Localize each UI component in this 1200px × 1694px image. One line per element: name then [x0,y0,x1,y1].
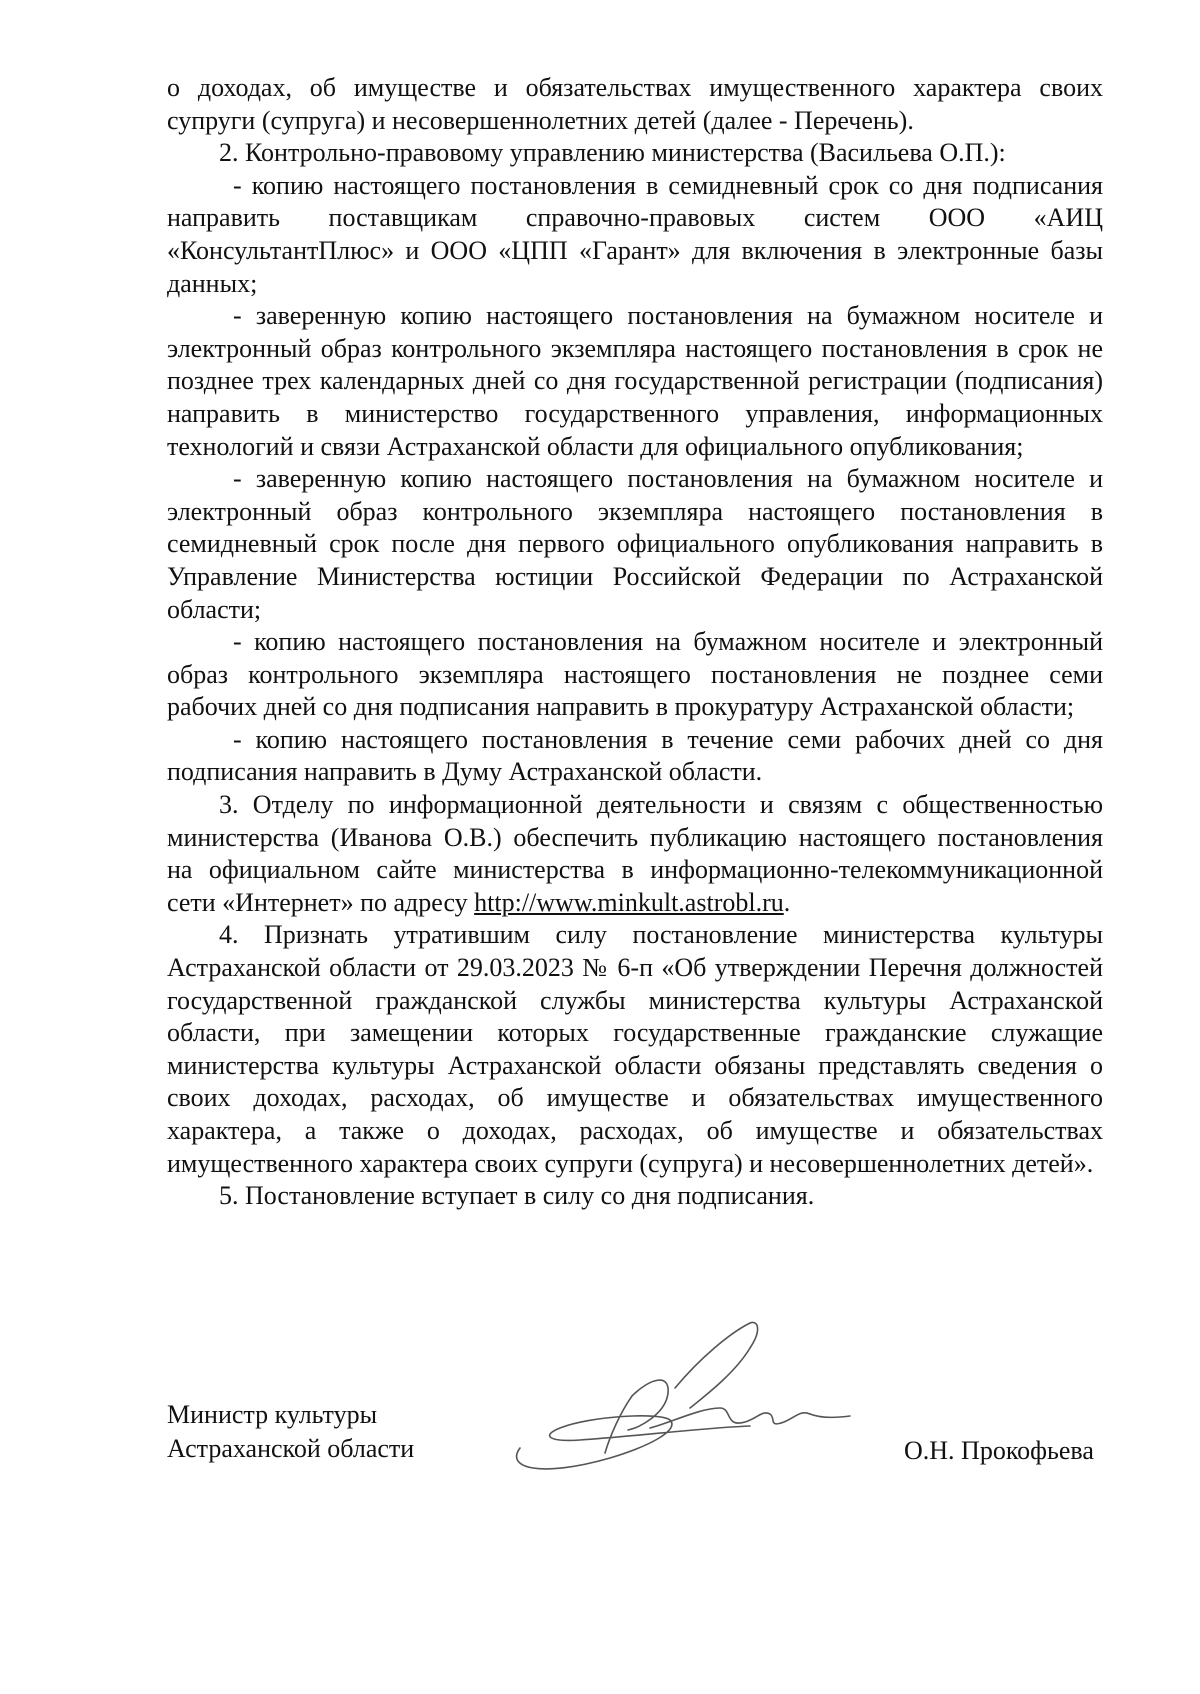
paragraph-5: 5. Постановление вступает в силу со дня подписания. [219,1181,815,1211]
paragraph-4: 4. Признать утратившим силу постановление министерства культуры Астраханской области от 29.03.2023 № 6-п «Об утверждении Перечня должностей государственной гражданской службы министерства культуры Астраханской области, при замещении которых государственные гражданские служащие министерства культуры Астраханской области обязаны представлять сведения о своих доходах, расходах, об имуществе и обязательствах имущественного характера, а также о доходах, расходах, об имуществе и обязательствах имущественного характера своих супруги (супруга) и несовершеннолетних детей». [167,920,1103,1178]
paragraph-3 [167,789,1103,919]
signatory-position-line-2: Астраханской области [167,1434,415,1463]
url-suffix: . [783,887,791,917]
signatory-position-line-1: Министр культуры [167,1400,378,1429]
handwritten-signature [500,1318,880,1488]
signatory-position [167,1398,414,1466]
paragraph-3-text: 3. Отделу по информационной деятельности и связям с общественностью министерства (Иванова О.В.) обеспечить публикацию настоящего постановления на официальном сайте министерства в информационно-телекоммуникационной сети «Интернет» по адресу [167,790,1103,917]
paragraph-2: 2. Контрольно-правовому управлению министерства (Васильева О.П.): [219,138,1006,168]
document-body [167,72,1103,1213]
paragraph-2-item-4: - копию настоящего постановления на бумажном носителе и электронный образ контрольного экземпляра настоящего постановления не позднее семи рабочих дней со дня подписания направить в прокуратуру Астраханской области; [167,627,1103,722]
paragraph-2-item-2: - заверенную копию настоящего постановления на бумажном носителе и электронный образ контрольного экземпляра настоящего постановления в срок не позднее трех календарных дней со дня государственной регистрации (подписания) направить в министерство государственного управления, информационных технологий и связи Астраханской области для официального опубликования; [167,301,1103,461]
paragraph-2-item-5: - копию настоящего постановления в течение семи рабочих дней со дня подписания направить в Думу Астраханской области. [167,724,1103,787]
website-link[interactable]: http://www.minkult.astrobl.ru [474,887,784,917]
signatory-name: О.Н. Прокофьева [904,1436,1094,1465]
paragraph-1-continuation: о доходах, об имуществе и обязательствах имущественного характера своих супруги (супруга) и несовершеннолетних детей (далее - Перечень). [167,73,1103,135]
paragraph-2-item-3: - заверенную копию настоящего постановления на бумажном носителе и электронный образ контрольного экземпляра настоящего постановления в семидневный срок после дня первого официального опубликования направить в Управление Министерства юстиции Российской Федерации по Астраханской области; [167,464,1103,624]
signature-stroke-loop [517,1416,750,1469]
signature-stroke-upper [675,1322,758,1408]
paragraph-2-item-1: - копию настоящего постановления в семидневный срок со дня подписания направить поставщикам справочно-правовых систем ООО «АИЦ «КонсультантПлюс» и ООО «ЦПП «Гарант» для включения в электронные базы данных; [167,170,1103,298]
signature-stroke-tail [810,1414,850,1417]
